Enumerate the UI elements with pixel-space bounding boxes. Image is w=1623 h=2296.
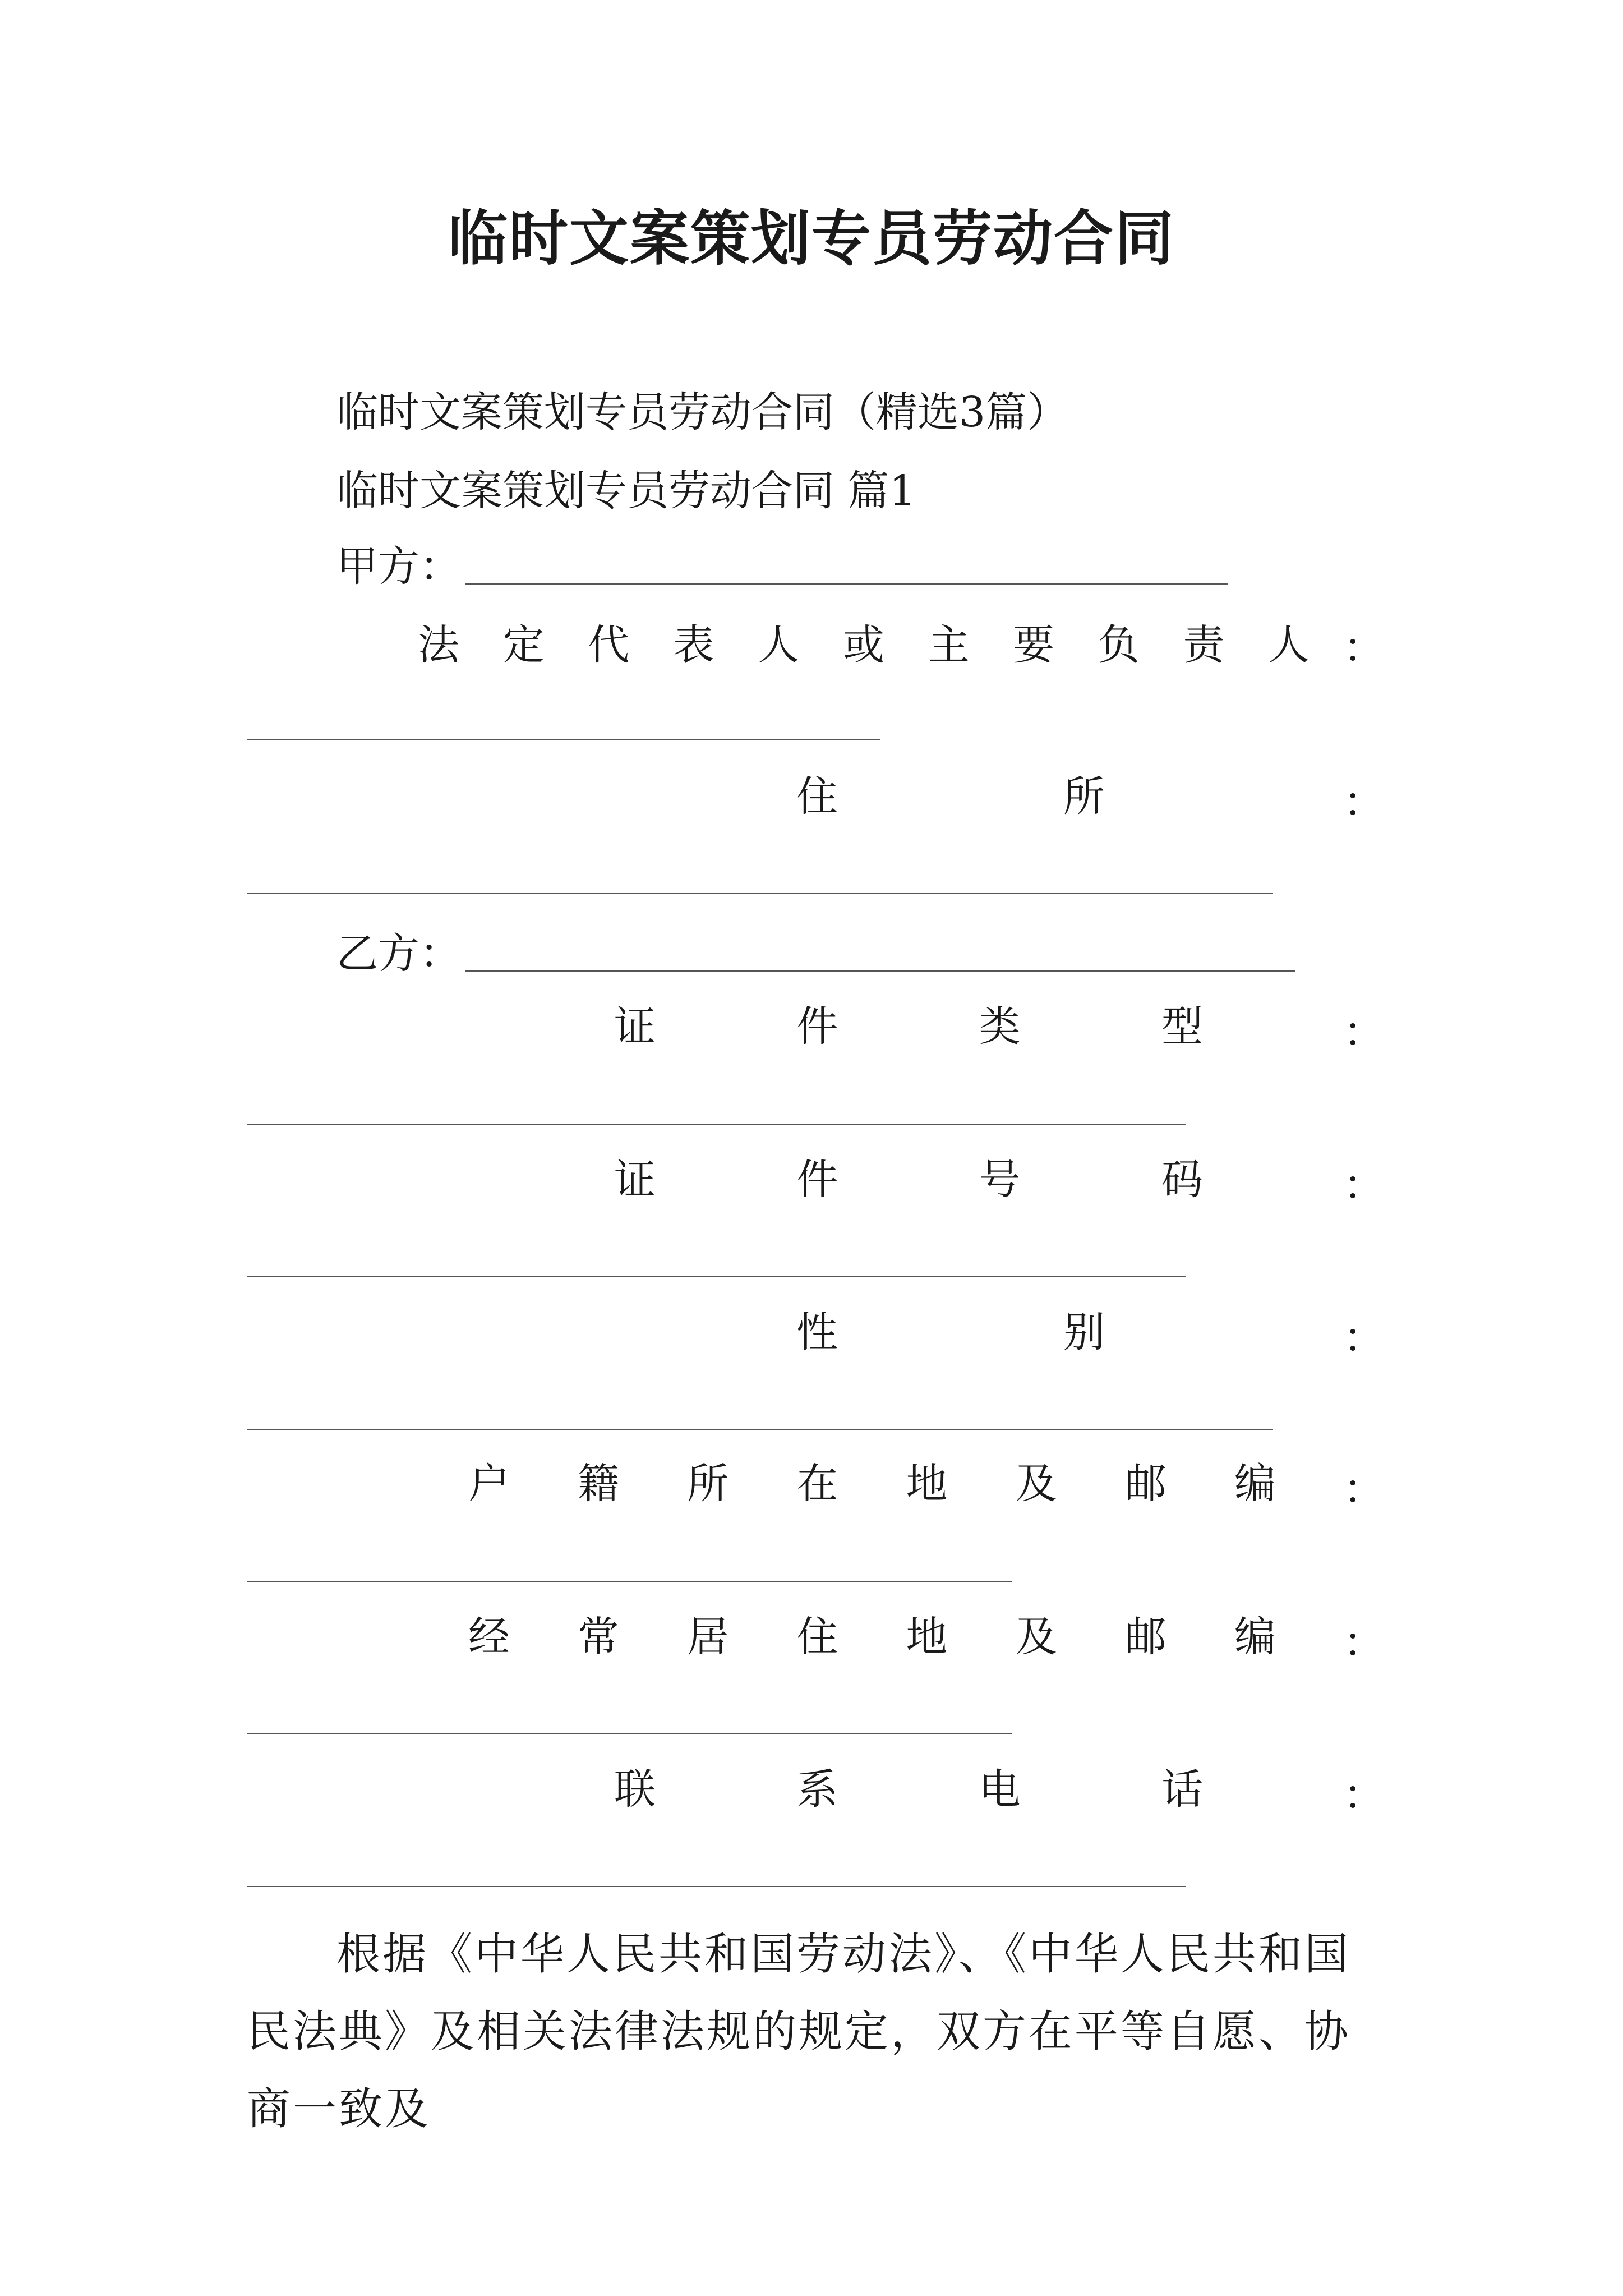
phone-char: 联 [614, 1765, 656, 1814]
legal-rep-blank-line [247, 739, 880, 740]
legal-rep-char: 责 [1183, 621, 1225, 669]
phone-char: 话 [1161, 1765, 1203, 1814]
address-char: 住 [796, 772, 838, 821]
legal-rep-char: 代 [588, 621, 630, 669]
gender-char: 别 [1063, 1308, 1105, 1356]
hukou-label [468, 1456, 1276, 1512]
body-paragraph: 根据《中华人民共和国劳动法》、《中华人民共和国民法典》及相关法律法规的规定，双方在平等自愿、协商一致及 [247, 1929, 1351, 2134]
residence-blank-line [247, 1733, 1012, 1734]
residence-char: 邮 [1124, 1613, 1166, 1661]
residence-char: 住 [796, 1613, 838, 1661]
residence-char: 经 [468, 1613, 510, 1661]
legal-rep-label [418, 617, 1310, 673]
hukou-blank-line [247, 1581, 1012, 1582]
party-a-blank-line [465, 583, 1228, 585]
id-number-char: 码 [1161, 1156, 1203, 1204]
hukou-char: 邮 [1124, 1460, 1166, 1508]
phone-char: 系 [796, 1765, 838, 1814]
residence-char: 常 [578, 1613, 620, 1661]
legal-rep-char: 表 [672, 621, 714, 669]
party-b-label: 乙方： [336, 930, 461, 978]
document-subtitle: 临时文案策划专员劳动合同（精选3篇） [336, 388, 1069, 436]
phone-char: 电 [979, 1765, 1021, 1814]
id-type-colon: ： [1343, 1008, 1385, 1056]
legal-rep-char: 或 [842, 621, 884, 669]
residence-colon: ： [1343, 1618, 1385, 1667]
id-type-char: 类 [979, 1002, 1021, 1051]
id-number-char: 件 [796, 1156, 838, 1204]
residence-label [468, 1609, 1276, 1665]
address-blank-line [247, 893, 1273, 894]
phone-label [614, 1761, 1203, 1818]
residence-char: 地 [906, 1613, 948, 1661]
residence-char: 及 [1015, 1613, 1057, 1661]
hukou-char: 在 [796, 1460, 838, 1508]
legal-rep-char: 人 [758, 621, 800, 669]
residence-char: 编 [1234, 1613, 1276, 1661]
id-type-blank-line [247, 1124, 1186, 1125]
id-number-blank-line [247, 1276, 1186, 1277]
id-type-char: 型 [1161, 1002, 1203, 1051]
hukou-colon: ： [1343, 1465, 1385, 1513]
gender-blank-line [247, 1429, 1273, 1430]
gender-char: 性 [796, 1308, 838, 1356]
address-char: 所 [1063, 772, 1105, 821]
id-number-char: 证 [614, 1156, 656, 1204]
hukou-char: 编 [1234, 1460, 1276, 1508]
id-number-char: 号 [979, 1156, 1021, 1204]
hukou-char: 所 [687, 1460, 729, 1508]
id-number-label [614, 1152, 1203, 1208]
document-title: 临时文案策划专员劳动合同 [448, 203, 1175, 273]
legal-rep-char: 法 [418, 621, 459, 669]
id-type-label [614, 999, 1203, 1055]
legal-rep-char: 人 [1267, 621, 1310, 669]
hukou-char: 地 [906, 1460, 948, 1508]
legal-rep-char: 负 [1098, 621, 1140, 669]
phone-blank-line [247, 1886, 1186, 1887]
gender-colon: ： [1343, 1314, 1385, 1362]
gender-label [796, 1304, 1105, 1360]
address-label [796, 769, 1105, 825]
hukou-char: 户 [468, 1460, 510, 1508]
id-number-colon: ： [1343, 1161, 1385, 1209]
id-type-char: 件 [796, 1002, 838, 1051]
hukou-char: 籍 [578, 1460, 620, 1508]
legal-rep-char: 要 [1013, 621, 1055, 669]
legal-rep-char: 主 [928, 621, 970, 669]
legal-rep-colon: ： [1343, 624, 1385, 672]
legal-rep-char: 定 [502, 621, 545, 669]
id-type-char: 证 [614, 1002, 656, 1051]
hukou-char: 及 [1015, 1460, 1057, 1508]
phone-colon: ： [1343, 1771, 1385, 1819]
party-b-blank-line [465, 970, 1295, 972]
residence-char: 居 [687, 1613, 729, 1661]
party-a-label: 甲方： [336, 542, 461, 591]
address-colon: ： [1343, 778, 1385, 826]
section-heading: 临时文案策划专员劳动合同 篇1 [336, 467, 916, 515]
